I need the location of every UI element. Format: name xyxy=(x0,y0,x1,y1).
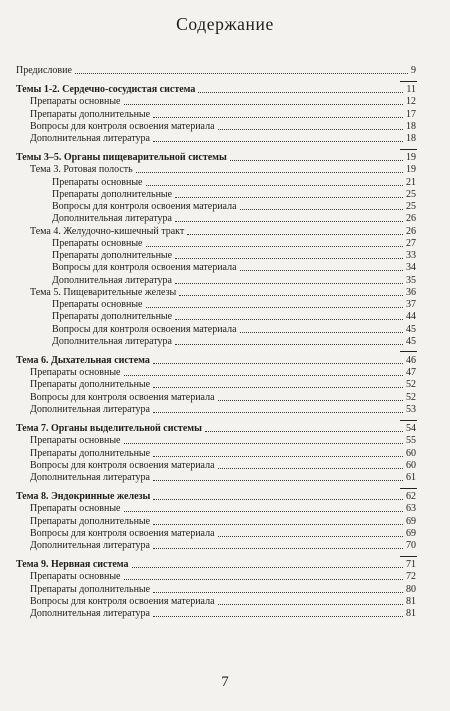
dot-leader xyxy=(124,579,404,580)
toc-entry-page: 33 xyxy=(406,250,416,262)
toc-entry-page: 45 xyxy=(406,323,416,335)
dot-leader xyxy=(75,73,408,74)
toc-entry xyxy=(16,107,416,120)
toc-entry xyxy=(16,606,416,619)
toc-entry-title: Препараты основные xyxy=(52,237,143,249)
toc-entry xyxy=(16,211,416,224)
toc-entry-page: 52 xyxy=(406,379,416,391)
toc-entry-title: Тема 9. Нервная система xyxy=(16,559,129,570)
dot-leader xyxy=(153,456,403,457)
toc-entry-page: 35 xyxy=(406,274,416,286)
dot-leader xyxy=(175,258,403,259)
dot-leader xyxy=(175,344,403,345)
toc-section-entry xyxy=(16,489,416,502)
page-number: 7 xyxy=(221,674,229,690)
toc-entry xyxy=(16,162,416,175)
toc-entry-page: 47 xyxy=(406,367,416,379)
dot-leader xyxy=(132,567,403,568)
toc-entry-title: Препараты дополнительные xyxy=(30,379,151,391)
toc-entry xyxy=(16,94,416,107)
toc-entry xyxy=(16,458,416,471)
toc-entry-page: 72 xyxy=(406,571,416,583)
toc-entry xyxy=(16,365,416,378)
toc-entry-title: Дополнительная литература xyxy=(30,472,150,483)
dot-leader xyxy=(153,592,403,593)
toc-entry xyxy=(16,260,416,273)
toc-entry-title: Вопросы для контроля освоения материала xyxy=(30,595,215,607)
toc-entry-title: Дополнительная литература xyxy=(30,608,150,619)
toc-entry xyxy=(16,538,416,551)
toc-entry xyxy=(16,248,416,261)
dot-leader xyxy=(205,431,403,432)
toc-entry-page: 18 xyxy=(406,120,416,132)
toc-entry xyxy=(16,199,416,212)
dot-leader xyxy=(153,548,403,549)
dot-leader xyxy=(198,92,403,93)
dot-leader xyxy=(124,104,404,105)
toc-entry-title: Препараты основные xyxy=(30,96,121,108)
toc-entry xyxy=(16,402,416,415)
toc-entry-page: 18 xyxy=(406,133,416,145)
toc-section-entry xyxy=(16,82,416,95)
toc-entry xyxy=(16,285,416,298)
toc-entry-page: 61 xyxy=(406,472,416,483)
dot-leader xyxy=(153,387,403,388)
toc-entry xyxy=(16,569,416,582)
toc-entry-title: Препараты основные xyxy=(52,176,143,188)
dot-leader xyxy=(153,363,403,364)
section-rule xyxy=(400,351,417,352)
toc-entry-title: Вопросы для контроля освоения материала xyxy=(30,120,215,132)
toc-section-entry xyxy=(16,150,416,163)
dot-leader xyxy=(187,234,403,235)
dot-leader xyxy=(175,221,403,222)
toc-entry-title: Предисловие xyxy=(16,65,72,76)
toc-entry-title: Препараты дополнительные xyxy=(30,108,151,120)
dot-leader xyxy=(218,129,403,130)
toc-entry-page: 69 xyxy=(406,527,416,539)
toc-entry-title: Дополнительная литература xyxy=(30,403,150,415)
dot-leader xyxy=(124,375,404,376)
dot-leader xyxy=(153,524,403,525)
toc-entry-page: 26 xyxy=(406,213,416,225)
toc-entry-title: Тема 7. Органы выделительной системы xyxy=(16,423,202,434)
dot-leader xyxy=(153,117,403,118)
toc-entry-title: Препараты основные xyxy=(52,299,143,311)
dot-leader xyxy=(175,283,403,284)
toc-entry-page: 46 xyxy=(406,354,416,366)
dot-leader xyxy=(124,443,404,444)
toc-entry-page: 19 xyxy=(406,164,416,176)
toc-entry-title: Темы 3–5. Органы пищеварительной системы xyxy=(16,152,227,164)
toc-entry-title: Темы 1-2. Сердечно-сосудистая система xyxy=(16,84,196,95)
toc-entry-title: Дополнительная литература xyxy=(52,335,172,347)
toc-entry-page: 17 xyxy=(406,108,416,120)
toc-entry-page: 27 xyxy=(406,237,416,249)
dot-leader xyxy=(218,604,403,605)
toc-entry xyxy=(16,322,416,335)
dot-leader xyxy=(240,209,403,210)
toc-entry-page: 81 xyxy=(406,608,416,619)
toc-entry-page: 70 xyxy=(406,540,416,551)
toc-entry xyxy=(16,514,416,527)
toc-entry-page: 54 xyxy=(406,423,416,434)
toc-entry xyxy=(16,63,416,76)
toc-entry-title: Препараты основные xyxy=(30,367,121,379)
toc-entry-title: Вопросы для контроля освоения материала xyxy=(30,527,215,539)
toc-entry-title: Дополнительная литература xyxy=(30,540,150,551)
toc-entry-title: Препараты дополнительные xyxy=(52,311,173,323)
section-rule xyxy=(400,149,417,150)
dot-leader xyxy=(146,246,404,247)
toc-entry-title: Вопросы для контроля освоения материала xyxy=(52,262,237,274)
toc-entry xyxy=(16,582,416,595)
toc-entry-page: 45 xyxy=(406,335,416,347)
toc-entry-title: Вопросы для контроля освоения материала xyxy=(30,391,215,403)
dot-leader xyxy=(240,332,403,333)
dot-leader xyxy=(153,499,403,500)
toc-entry-page: 52 xyxy=(406,391,416,403)
section-rule xyxy=(400,81,417,82)
toc-entry-page: 19 xyxy=(406,152,416,164)
toc-entry xyxy=(16,224,416,237)
dot-leader xyxy=(179,295,403,296)
dot-leader xyxy=(230,160,403,161)
toc-entry xyxy=(16,594,416,607)
toc-entry xyxy=(16,309,416,322)
toc-entry-page: 62 xyxy=(406,491,416,502)
toc-entry-page: 63 xyxy=(406,503,416,515)
toc-entry xyxy=(16,377,416,390)
toc-entry-page: 80 xyxy=(406,583,416,595)
toc-entry-page: 21 xyxy=(406,176,416,188)
toc-entry-page: 60 xyxy=(406,459,416,471)
dot-leader xyxy=(153,141,403,142)
toc-entry xyxy=(16,273,416,286)
toc-entry-title: Препараты основные xyxy=(30,571,121,583)
toc-entry-title: Дополнительная литература xyxy=(30,133,150,145)
toc-entry xyxy=(16,470,416,483)
toc-entry-page: 12 xyxy=(406,96,416,108)
section-rule xyxy=(400,488,417,489)
toc-entry-title: Препараты дополнительные xyxy=(30,583,151,595)
toc-entry-page: 71 xyxy=(406,559,416,570)
toc-entry xyxy=(16,334,416,347)
toc-entry-title: Препараты дополнительные xyxy=(30,447,151,459)
toc-entry-title: Дополнительная литература xyxy=(52,213,172,225)
toc-entry xyxy=(16,119,416,132)
section-rule xyxy=(400,556,417,557)
toc-section-entry xyxy=(16,557,416,570)
toc-entry-title: Препараты основные xyxy=(30,503,121,515)
toc-entry-title: Тема 4. Желудочно-кишечный тракт xyxy=(30,225,185,237)
page-title: Содержание xyxy=(176,14,274,34)
toc-entry-page: 36 xyxy=(406,286,416,298)
toc-entry-page: 25 xyxy=(406,201,416,213)
toc-entry xyxy=(16,526,416,539)
dot-leader xyxy=(175,319,403,320)
toc-entry-page: 44 xyxy=(406,311,416,323)
toc-entry-page: 81 xyxy=(406,595,416,607)
toc-entry-title: Вопросы для контроля освоения материала xyxy=(30,459,215,471)
toc-entry-title: Тема 6. Дыхательная система xyxy=(16,354,150,366)
toc-entry-title: Тема 5. Пищеварительные железы xyxy=(30,286,177,298)
toc-entry-page: 26 xyxy=(406,225,416,237)
table-of-contents xyxy=(16,0,416,700)
dot-leader xyxy=(218,468,403,469)
toc-entry-page: 37 xyxy=(406,299,416,311)
dot-leader xyxy=(153,616,403,617)
dot-leader xyxy=(218,536,403,537)
dot-leader xyxy=(124,511,404,512)
toc-entry-title: Вопросы для контроля освоения материала xyxy=(52,201,237,213)
toc-section-entry xyxy=(16,353,416,366)
toc-entry xyxy=(16,390,416,403)
dot-leader xyxy=(218,400,403,401)
toc-entry xyxy=(16,297,416,310)
dot-leader xyxy=(146,185,404,186)
section-rule xyxy=(400,420,417,421)
dot-leader xyxy=(175,197,403,198)
toc-entry xyxy=(16,446,416,459)
dot-leader xyxy=(146,307,404,308)
toc-entry-title: Препараты основные xyxy=(30,435,121,447)
toc-entry-title: Тема 8. Эндокринные железы xyxy=(16,491,151,502)
toc-entry-page: 11 xyxy=(406,84,416,95)
toc-entry-title: Вопросы для контроля освоения материала xyxy=(52,323,237,335)
toc-entry-page: 34 xyxy=(406,262,416,274)
dot-leader xyxy=(153,480,403,481)
toc-entry-page: 53 xyxy=(406,403,416,415)
dot-leader xyxy=(240,270,403,271)
toc-entry-page: 55 xyxy=(406,435,416,447)
toc-entry-page: 25 xyxy=(406,188,416,200)
toc-entry-title: Препараты дополнительные xyxy=(52,250,173,262)
toc-entry xyxy=(16,175,416,188)
toc-entry-title: Препараты дополнительные xyxy=(30,515,151,527)
toc-entry-title: Препараты дополнительные xyxy=(52,188,173,200)
toc-entry-page: 60 xyxy=(406,447,416,459)
dot-leader xyxy=(136,172,403,173)
dot-leader xyxy=(153,412,403,413)
toc-entry-title: Дополнительная литература xyxy=(52,274,172,286)
toc-entry-title: Тема 3. Ротовая полость xyxy=(30,164,133,176)
toc-entry-page: 9 xyxy=(411,65,416,76)
toc-section-entry xyxy=(16,421,416,434)
toc-entry xyxy=(16,131,416,144)
toc-entry-page: 69 xyxy=(406,515,416,527)
toc-entry xyxy=(16,501,416,514)
toc-entry xyxy=(16,187,416,200)
toc-entry xyxy=(16,433,416,446)
toc-entry xyxy=(16,236,416,249)
